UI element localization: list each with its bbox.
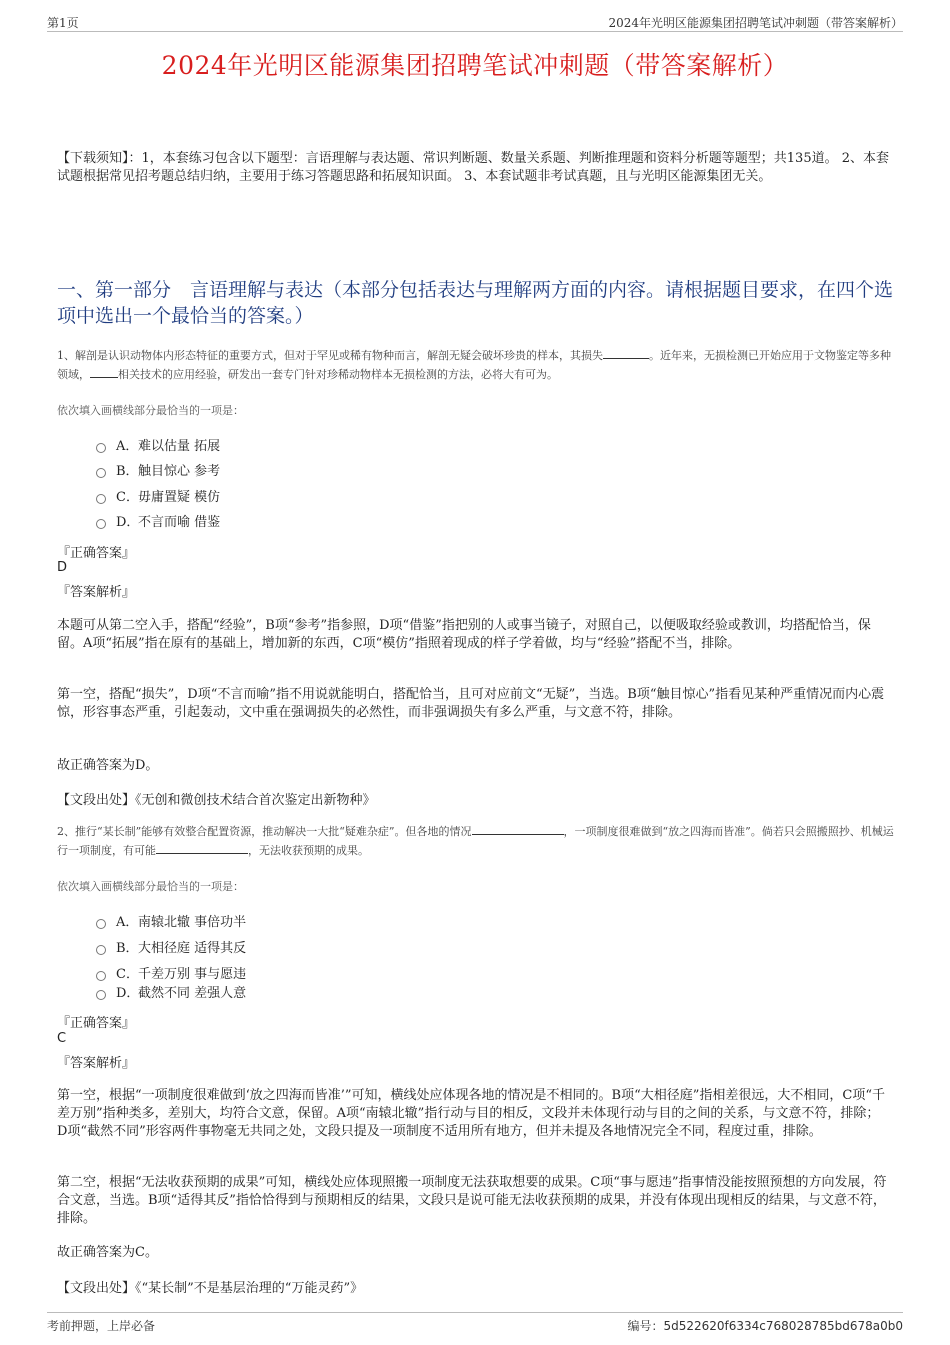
option-letter: A． (116, 439, 139, 454)
radio-icon[interactable] (96, 443, 106, 453)
option-letter: A． (116, 915, 139, 930)
question-1-option-d[interactable] (96, 514, 220, 532)
question-2-option-a[interactable] (96, 914, 246, 932)
option-text: 大相径庭 适得其反 (138, 941, 247, 956)
code-label: 编号： (627, 1319, 664, 1333)
stem-part: 。近年来，无损检测已开始应用于文物鉴定等多种领域， (57, 349, 891, 381)
footer-code (627, 1317, 903, 1334)
radio-icon[interactable] (96, 519, 106, 529)
question-2-stem (57, 822, 897, 860)
stem-part: 1、解剖是认识动物体内形态特征的重要方式，但对于罕见或稀有物种而言，解剖无疑会破坏珍贵的样本，其损失 (57, 349, 603, 362)
page-number: 第1页 (47, 16, 79, 30)
stem-part: ，一项制度很难做到“放之四海而皆准”。倘若只会照搬照抄、机械运行一项制度，有可能 (57, 825, 894, 857)
radio-icon[interactable] (96, 494, 106, 504)
question-2-prompt: 依次填入画横线部分最恰当的一项是： (57, 880, 244, 893)
option-text: 截然不同 差强人意 (138, 986, 247, 1001)
option-letter: B． (116, 464, 139, 479)
download-notice: 【下载须知】：1，本套练习包含以下题型：言语理解与表达题、常识判断题、数量关系题、判断推理题和资料分析题等题型；共135道。 2、本套试题根据常见招考题总结归纳，主要用于练习答题思路和拓展知识面。 3、本套试题非考试真题，且与光明区能源集团无关。 (57, 151, 889, 184)
correct-answer: C (57, 1031, 67, 1046)
answer-label: 『正确答案』 (57, 546, 136, 561)
fill-blank (603, 347, 649, 359)
option-text: 南辕北辙 事倍功半 (138, 915, 247, 930)
analysis-paragraph: 第一空，搭配“损失”，D项“不言而喻”指不用说就能明白，搭配恰当，且可对应前文“无疑”，当选。B项“触目惊心”指看见某种严重情况而内心震惊，形容事态严重，引起轰动，文中重在强调损失的必然性，而非强调损失有多么严重，与文意不符，排除。 (57, 687, 885, 720)
fill-blank (156, 842, 248, 854)
analysis-conclusion: 故正确答案为C。 (57, 1245, 158, 1260)
answer-label: 『正确答案』 (57, 1016, 136, 1031)
analysis-label: 『答案解析』 (57, 1056, 136, 1071)
option-letter: C． (116, 490, 139, 505)
analysis-paragraph: 第一空，根据“一项制度很难做到‘放之四海而皆准’”可知，横线处应体现各地的情况是不相同的。B项“大相径庭”指相差很远，大不相同，C项“千差万别”指种类多，差别大，均符合文意，保留。A项“南辕北辙”指行动与目的相反，文段并未体现行动与目的之间的关系，与文意不符，排除；D项“截然不同”形容两件事物毫无共同之处，文段只提及一项制度不适用所有地方，但并未提及各地情况完全不同，程度过重，排除。 (57, 1088, 885, 1139)
page-footer (47, 1312, 903, 1332)
option-text: 毋庸置疑 模仿 (138, 490, 221, 505)
option-letter: B． (116, 941, 139, 956)
question-2-option-d[interactable] (96, 985, 246, 1003)
option-text: 触目惊心 参考 (138, 464, 221, 479)
question-1-stem (57, 346, 897, 384)
fill-blank (472, 823, 564, 835)
option-text: 不言而喻 借鉴 (138, 515, 221, 530)
option-letter: D． (116, 986, 140, 1001)
radio-icon[interactable] (96, 971, 106, 981)
radio-icon[interactable] (96, 990, 106, 1000)
option-text: 难以估量 拓展 (138, 439, 221, 454)
analysis-conclusion: 故正确答案为D。 (57, 758, 159, 773)
code-value: 5d522620f6334c768028785bd678a0b0 (663, 1319, 903, 1333)
footer-slogan: 考前押题，上岸必备 (47, 1319, 156, 1333)
option-letter: C． (116, 967, 139, 982)
radio-icon[interactable] (96, 919, 106, 929)
section-title: 一、第一部分 言语理解与表达（本部分包括表达与理解两方面的内容。请根据题目要求，在四个选项中选出一个最恰当的答案。） (57, 279, 894, 327)
question-1-option-a[interactable] (96, 438, 220, 456)
analysis-paragraph: 第二空，根据“无法收获预期的成果”可知，横线处应体现照搬一项制度无法获取想要的成果。C项“事与愿违”指事情没能按照预想的方向发展，符合文意，当选。B项“适得其反”指恰恰得到与预期相反的结果，文段只是说可能无法收获预期的成果，并没有体现出现相反的结果，与文意不符，排除。 (57, 1175, 887, 1226)
analysis-label: 『答案解析』 (57, 585, 136, 600)
question-2-option-b[interactable] (96, 940, 246, 958)
header-doc-title: 2024年光明区能源集团招聘笔试冲刺题（带答案解析） (608, 16, 903, 30)
question-1-option-b[interactable] (96, 463, 220, 481)
stem-part: ，无法收获预期的成果。 (248, 844, 369, 857)
correct-answer: D (57, 560, 68, 575)
stem-part: 相关技术的应用经验，研发出一套专门针对珍稀动物样本无损检测的方法，必将大有可为。 (118, 368, 558, 381)
option-text: 千差万别 事与愿违 (138, 967, 247, 982)
question-2-option-c[interactable] (96, 966, 246, 984)
source-reference: 【文段出处】《无创和微创技术结合首次鉴定出新物种》 (57, 793, 376, 808)
page-header (47, 14, 903, 32)
source-reference: 【文段出处】《“某长制”不是基层治理的“万能灵药”》 (57, 1281, 364, 1296)
option-letter: D． (116, 515, 140, 530)
analysis-paragraph: 本题可从第二空入手，搭配“经验”，B项“参考”指参照，D项“借鉴”指把别的人或事当镜子，对照自己，以便吸取经验或教训，均搭配恰当，保留。A项“拓展”指在原有的基础上，增加新的东西，C项“模仿”指照着现成的样子学着做，均与“经验”搭配不当，排除。 (57, 618, 871, 651)
radio-icon[interactable] (96, 945, 106, 955)
page-title: 2024年光明区能源集团招聘笔试冲刺题（带答案解析） (161, 51, 789, 80)
stem-part: 2、推行“某长制”能够有效整合配置资源，推动解决一大批“疑难杂症”。但各地的情况 (57, 825, 472, 838)
fill-blank (90, 366, 118, 378)
question-1-prompt: 依次填入画横线部分最恰当的一项是： (57, 404, 244, 417)
question-1-option-c[interactable] (96, 489, 220, 507)
radio-icon[interactable] (96, 468, 106, 478)
